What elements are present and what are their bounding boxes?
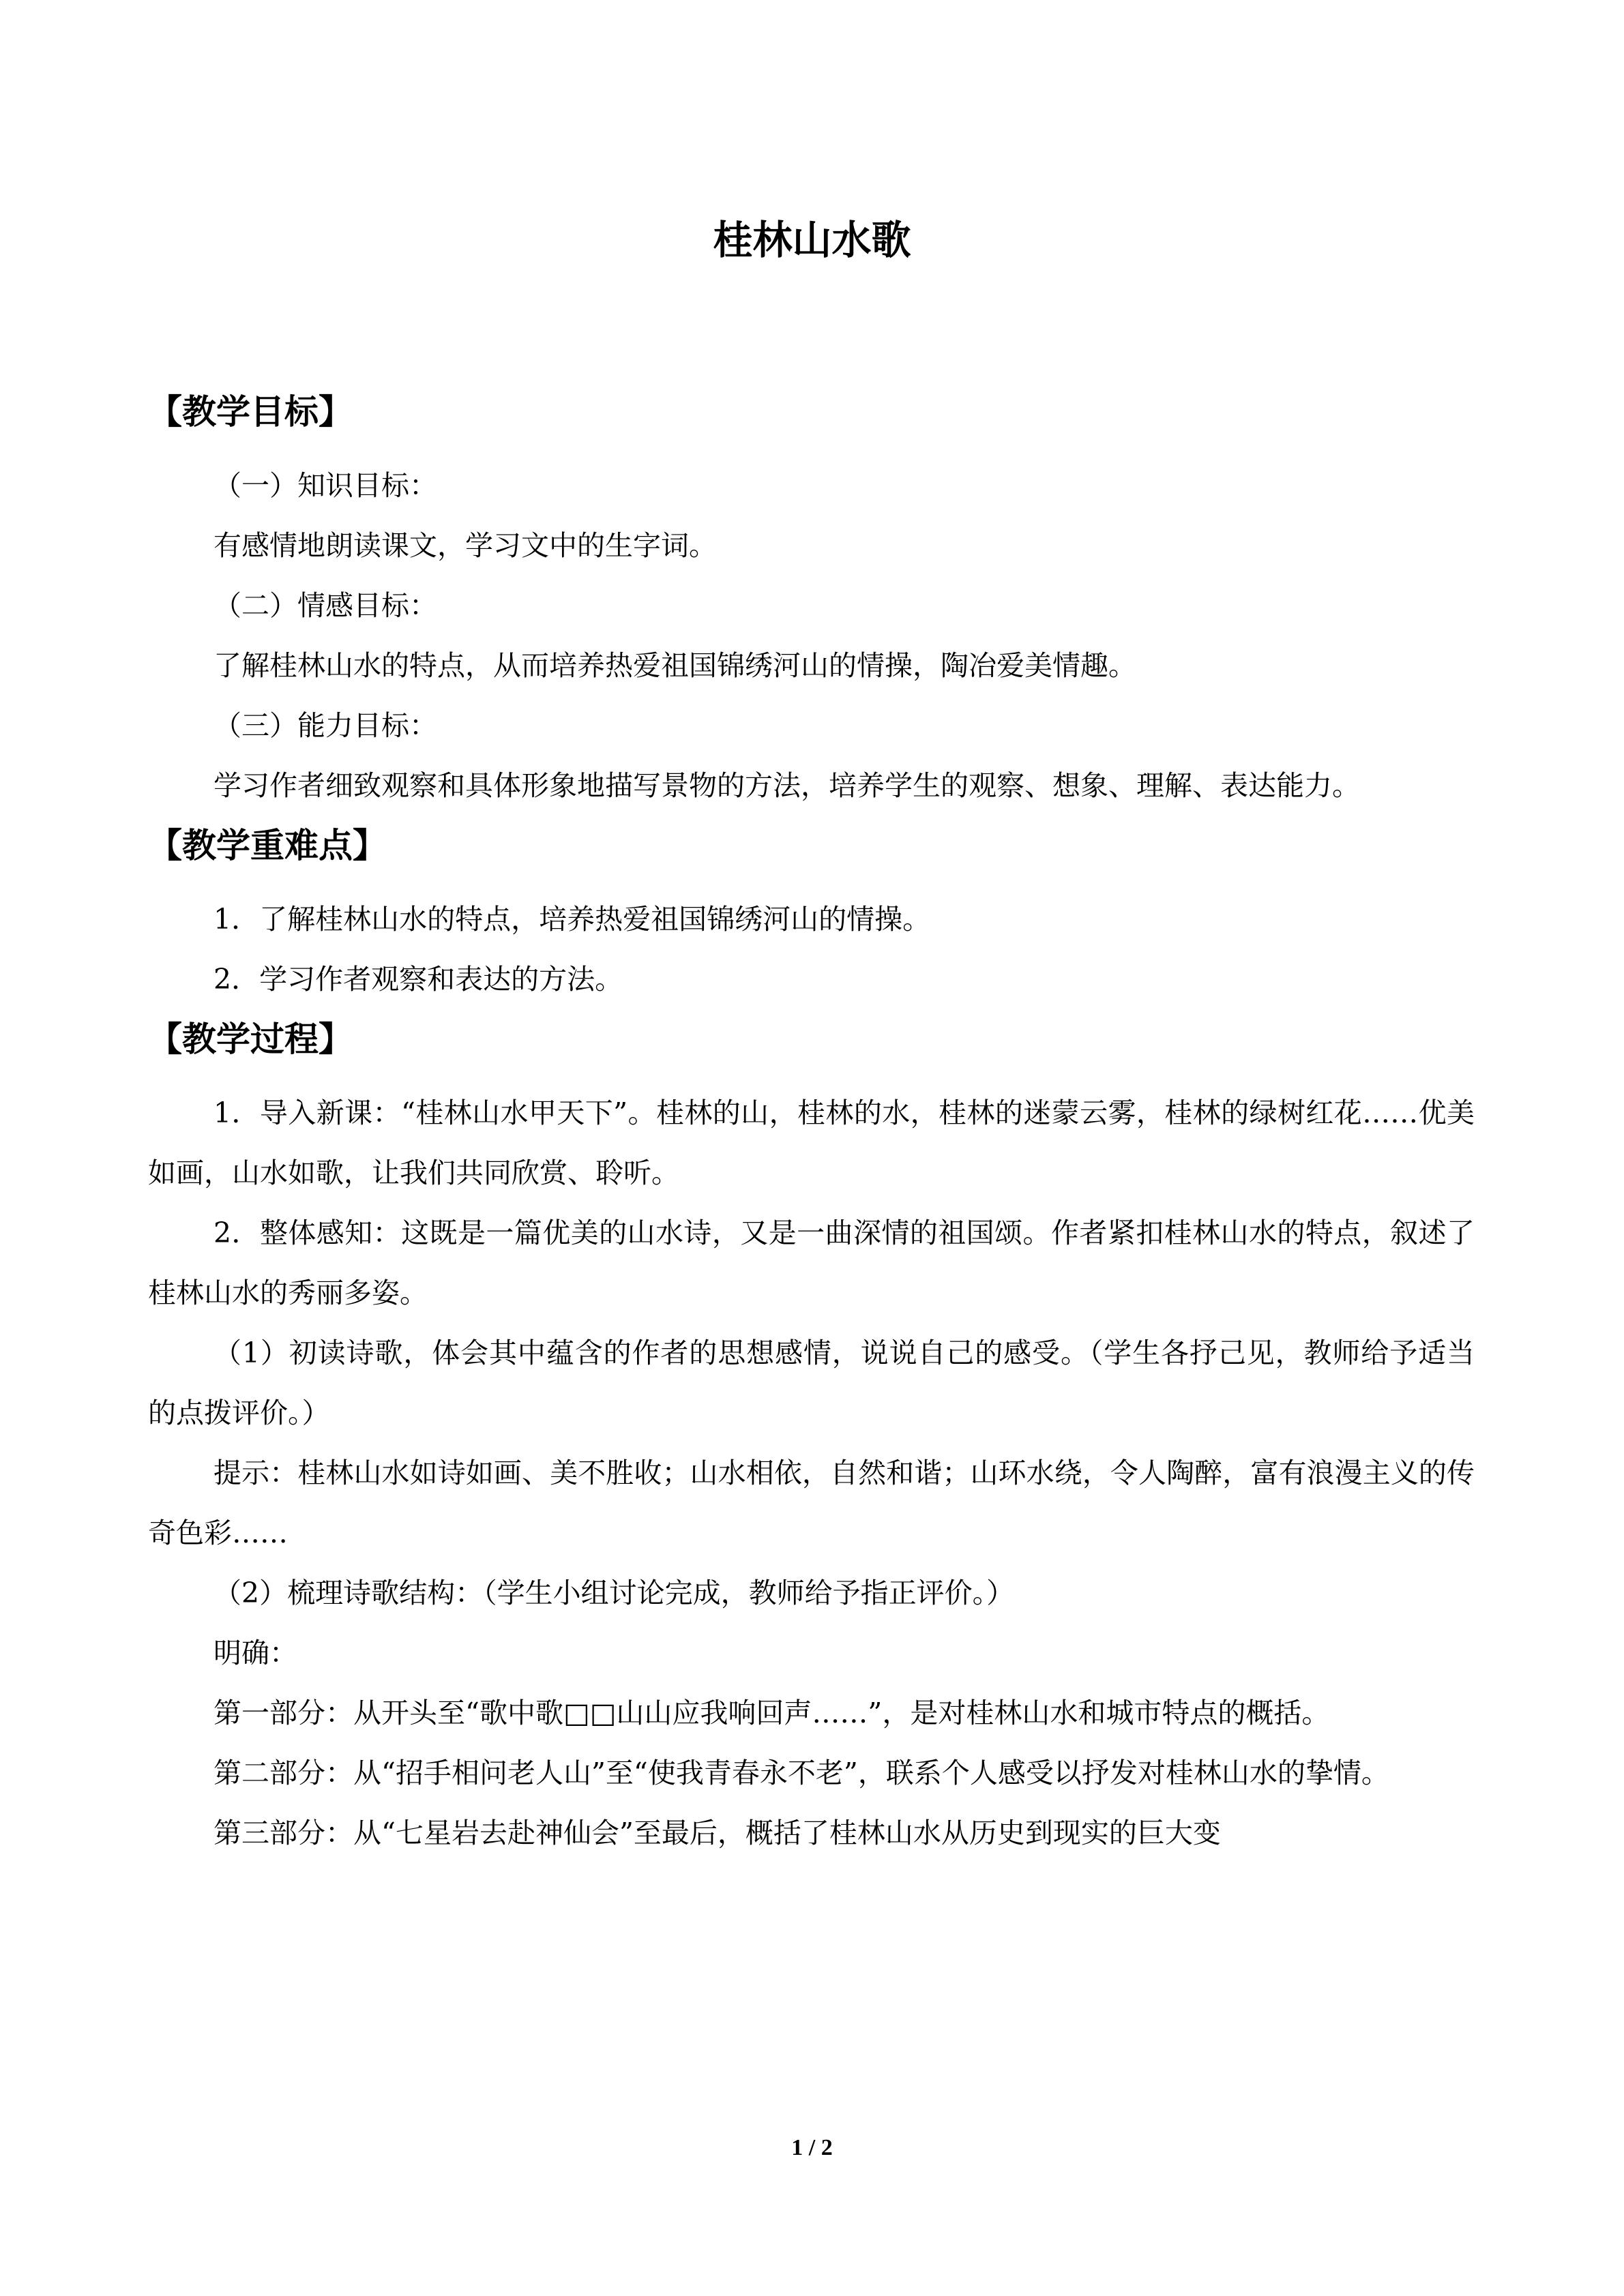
paragraph: 2．学习作者观察和表达的方法。 — [213, 963, 623, 996]
paragraph: 1．了解桂林山水的特点，培养热爱祖国锦绣河山的情操。 — [213, 903, 931, 936]
paragraph: 学习作者细致观察和具体形象地描写景物的方法，培养学生的观察、想象、理解、表达能力。 — [213, 769, 1360, 802]
paragraph: 第三部分：从“七星岩去赴神仙会”至最后，概括了桂林山水从历史到现实的巨大变 — [213, 1817, 1221, 1849]
paragraph: 第二部分：从“招手相问老人山”至“使我青春永不老”，联系个人感受以抒发对桂林山水的挚情。 — [213, 1757, 1389, 1789]
document-body — [148, 382, 1475, 1863]
page-number: 1 / 2 — [791, 2135, 833, 2160]
paragraph: 了解桂林山水的特点，从而培养热爱祖国锦绣河山的情操，陶冶爱美情趣。 — [213, 649, 1136, 682]
paragraph: （二）情感目标： — [213, 589, 437, 622]
section-teaching-process — [148, 1009, 1475, 1863]
section-heading: 【教学重难点】 — [148, 826, 387, 865]
paragraph: （一）知识目标： — [213, 469, 437, 502]
section-teaching-goals — [148, 382, 1475, 816]
paragraph: 明确： — [213, 1637, 297, 1669]
document-title: 桂林山水歌 — [713, 217, 911, 263]
paragraph: 提示：桂林山水如诗如画、美不胜收；山水相依，自然和谐；山环水绕，令人陶醉，富有浪漫主义的传奇色彩…… — [148, 1457, 1475, 1549]
section-heading: 【教学目标】 — [148, 392, 353, 432]
paragraph: （2）梳理诗歌结构：（学生小组讨论完成，教师给予指正评价。） — [213, 1577, 1015, 1609]
section-heading: 【教学过程】 — [148, 1019, 353, 1059]
paragraph: 1．导入新课：“桂林山水甲天下”。桂林的山，桂林的水，桂林的迷蒙云雾，桂林的绿树红花……优美如画，山水如歌，让我们共同欣赏、聆听。 — [148, 1097, 1475, 1189]
paragraph: （三）能力目标： — [213, 709, 437, 742]
paragraph: （1）初读诗歌，体会其中蕴含的作者的思想感情，说说自己的感受。（学生各抒己见，教师给予适当的点拨评价。） — [148, 1337, 1475, 1429]
paragraph: 有感情地朗读课文，学习文中的生字词。 — [213, 529, 717, 562]
paragraph: 第一部分：从开头至“歌中歌□□山山应我响回声……”，是对桂林山水和城市特点的概括。 — [213, 1697, 1330, 1729]
paragraph: 2．整体感知：这既是一篇优美的山水诗，又是一曲深情的祖国颂。作者紧扣桂林山水的特点，叙述了桂林山水的秀丽多姿。 — [148, 1217, 1475, 1309]
section-key-points — [148, 816, 1475, 1009]
